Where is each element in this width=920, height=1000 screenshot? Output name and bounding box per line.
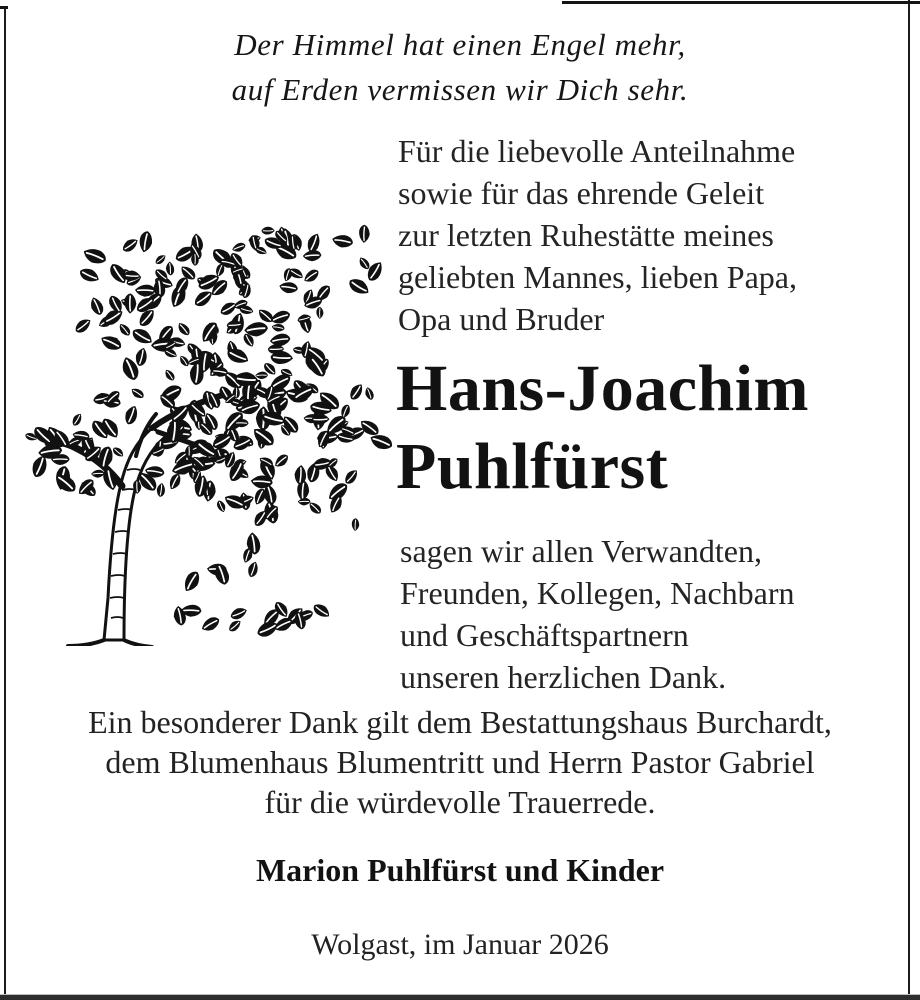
tree-foliage [24, 224, 395, 639]
family-signature: Marion Puhlfürst und Kinder [255, 852, 665, 888]
intro-line: zur letzten Ruhestätte meines [398, 217, 774, 253]
intro-line: Opa und Bruder [398, 301, 605, 337]
epigraph-line: auf Erden vermissen wir Dich sehr. [231, 72, 689, 107]
deceased-name-line: Hans-Joachim [396, 352, 810, 425]
clipping-border-top-left-mark [0, 6, 8, 9]
thanks-line: sagen wir allen Verwandten, [400, 533, 762, 569]
clipping-border-right [908, 0, 910, 1000]
deceased-name-line: Puhlfürst [396, 430, 669, 503]
intro-line: geliebten Mannes, lieben Papa, [398, 259, 797, 295]
thanks-line: unseren herzlichen Dank. [400, 659, 727, 695]
intro-paragraph [398, 130, 797, 340]
special-thanks-line: Ein besonderer Dank gilt dem Bestattungshaus Burchardt, [88, 704, 832, 740]
thanks-line: und Geschäftspartnern [400, 617, 689, 653]
clipping-border-top [562, 1, 920, 4]
thanks-paragraph [400, 530, 795, 698]
thanks-line: Freunden, Kollegen, Nachbarn [400, 575, 795, 611]
deceased-name [396, 350, 809, 506]
intro-line: sowie für das ehrende Geleit [398, 175, 765, 211]
place-date: Wolgast, im Januar 2026 [311, 928, 609, 961]
epigraph-line: Der Himmel hat einen Engel mehr, [234, 27, 686, 62]
intro-line: Für die liebevolle Anteilnahme [398, 133, 796, 169]
clipping-border-left [4, 6, 6, 1000]
windblown-tree-illustration [18, 198, 398, 646]
clipping-shadow-bottom [0, 995, 920, 1000]
special-thanks-line: dem Blumenhaus Blumentritt und Herrn Pastor Gabriel [105, 744, 815, 780]
special-thanks-line: für die würdevolle Trauerrede. [264, 784, 656, 820]
special-thanks-paragraph [0, 702, 920, 822]
epigraph [0, 22, 920, 112]
